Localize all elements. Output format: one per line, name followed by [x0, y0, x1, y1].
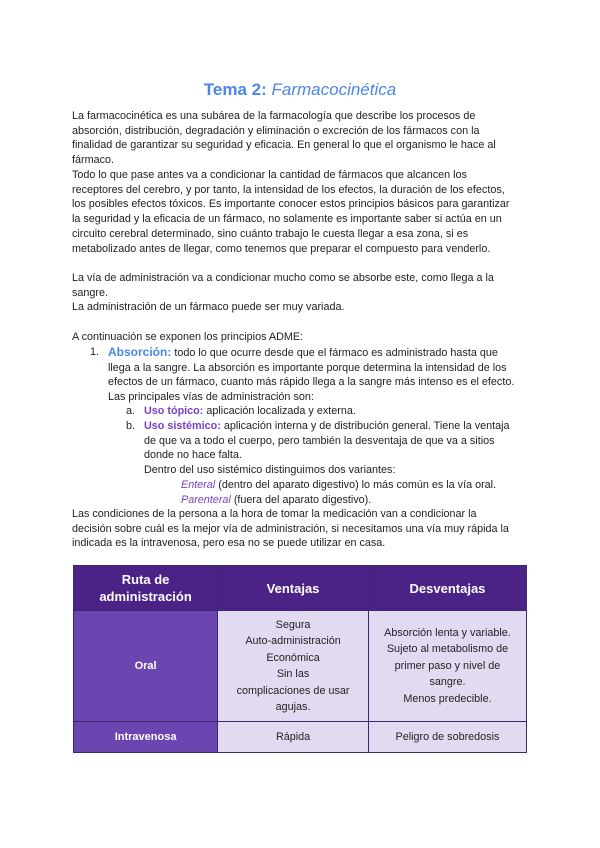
uso-topico-text: aplicación localizada y externa.: [206, 405, 356, 417]
text-line: Las principales vías de administración son:: [108, 391, 314, 404]
disadvantages-cell: Peligro de sobredosis: [368, 722, 526, 753]
intro-paragraph-3: [72, 271, 532, 300]
cell-line: primer paso y nivel de: [394, 659, 501, 672]
parenteral-text: (fuera del aparato digestivo).: [233, 494, 372, 506]
text-line: circuito cerebral determinado, sino cuánto trabajo le cuesta llegar a esa zona, si es: [72, 227, 469, 240]
uso-sistemico-item: [144, 419, 526, 478]
title-subject: Farmacocinética: [271, 80, 397, 99]
text-line: donde no hace falta.: [144, 449, 242, 462]
absorcion-keyword: Absorción:: [108, 345, 172, 359]
text-line: efectos de un fármaco, cuanto más rápido llega a la sangre más intenso es el efecto.: [108, 376, 515, 389]
text-line: finalidad de garantizar su seguridad y eficacia. En general lo que el organismo le hace al: [72, 139, 496, 152]
intro-paragraph-2: [72, 168, 532, 256]
sub-letter-b: b.: [126, 420, 136, 432]
text-line: de que va a todo el cuerpo, pero también la desventaja de que va a sitios: [144, 434, 495, 447]
intro-paragraph-5: A continuación se exponen los principios ADME:: [72, 331, 304, 343]
conditions-paragraph: [72, 507, 532, 551]
text-line: absorción, distribución, degradación y eliminación o excreción de los fármacos con la: [72, 124, 480, 137]
administration-routes-table: [73, 565, 527, 753]
advantages-cell: Rápida: [218, 722, 369, 753]
enteral-keyword: Enteral: [181, 479, 216, 491]
cell-line: Absorción lenta y variable.: [384, 626, 511, 639]
cell-line: complicaciones de usar: [236, 684, 350, 697]
disadvantages-cell: [368, 611, 526, 722]
header-advantages: Ventajas: [218, 566, 369, 611]
cell-line: Sin las: [276, 668, 310, 680]
table-header-row: [74, 566, 527, 611]
text-line: La vía de administración va a condicionar mucho como se absorbe este, como llega a la: [72, 272, 494, 284]
text-line: llega a la sangre. La absorción es importante porque determina la intensidad de los: [108, 361, 507, 374]
uso-sistemico-keyword: Uso sistémico:: [144, 420, 221, 432]
cell-line: Auto-administración: [245, 635, 341, 647]
cell-line: Económica: [266, 651, 320, 664]
text-line: La farmacocinética es una subárea de la farmacología que describe los procesos de: [72, 110, 476, 122]
text-line: Todo lo que pase antes va a condicionar la cantidad de fármacos que alcancen los: [72, 169, 467, 181]
text-line: fármaco.: [72, 154, 115, 167]
cell-line: agujas.: [275, 701, 311, 713]
text-line: la seguridad y la eficacia de un fármaco, no solamente es importante saber si actúa en un: [72, 213, 502, 226]
advantages-cell: [218, 611, 369, 722]
enteral-text: (dentro del aparato digestivo) lo más común es la vía oral.: [218, 479, 497, 491]
header-route: [74, 566, 218, 611]
header-route-line: Ruta de: [121, 572, 170, 587]
uso-topico-keyword: Uso tópico:: [144, 405, 204, 417]
table-row: [74, 611, 527, 722]
text-line: sangre.: [72, 286, 109, 299]
header-disadvantages: Desventajas: [368, 566, 526, 611]
text-line: [144, 419, 526, 434]
cell-line: Sujeto al metabolismo de: [386, 643, 509, 656]
text-line: indicada es la intravenosa, pero esa no se puede utilizar en casa.: [72, 537, 386, 550]
table-row: [74, 722, 527, 753]
intro-paragraph-1: [72, 109, 532, 168]
route-cell: Intravenosa: [74, 722, 218, 753]
route-cell: Oral: [74, 611, 218, 722]
title-label: Tema 2:: [203, 80, 267, 99]
cell-line: Menos predecible.: [403, 692, 492, 705]
header-route-line: administración: [99, 589, 192, 604]
absorcion-text: todo lo que ocurre desde que el fármaco es administrado hasta que: [174, 347, 498, 359]
uso-sistemico-text: aplicación interna y de distribución general. Tiene la ventaja: [223, 420, 510, 432]
cell-line: Segura: [275, 618, 311, 631]
parenteral-keyword: Parenteral: [181, 494, 231, 506]
parenteral-variant: [181, 493, 521, 508]
intro-paragraph-4: La administración de un fármaco puede ser muy variada.: [72, 301, 345, 313]
page-title: [0, 80, 600, 100]
text-line: Dentro del uso sistémico distinguimos dos variantes:: [144, 464, 396, 477]
text-line: metabolizado antes de llegar, como tenemos que preparar el compuesto para venderlo.: [72, 242, 491, 255]
adme-absorcion-item: [108, 345, 528, 405]
text-line: decisión sobre cuál es la mejor vía de administración, si necesitamos una vía muy rápida la: [72, 522, 509, 535]
sub-letter-a: a.: [126, 405, 136, 417]
cell-line: sangre.: [429, 676, 466, 689]
list-number: 1.: [90, 346, 100, 358]
text-line: los posibles efectos tóxicos. Es importante conocer estos principios básicos para garantizar: [72, 198, 510, 211]
text-line: receptores del cerebro, y por tanto, la intensidad de los efectos, la duración de los efectos,: [72, 183, 505, 196]
text-line: [108, 345, 528, 361]
uso-topico-item: [144, 404, 526, 419]
text-line: Las condiciones de la persona a la hora de tomar la medicación van a condicionar la: [72, 508, 477, 520]
enteral-variant: [181, 478, 521, 493]
